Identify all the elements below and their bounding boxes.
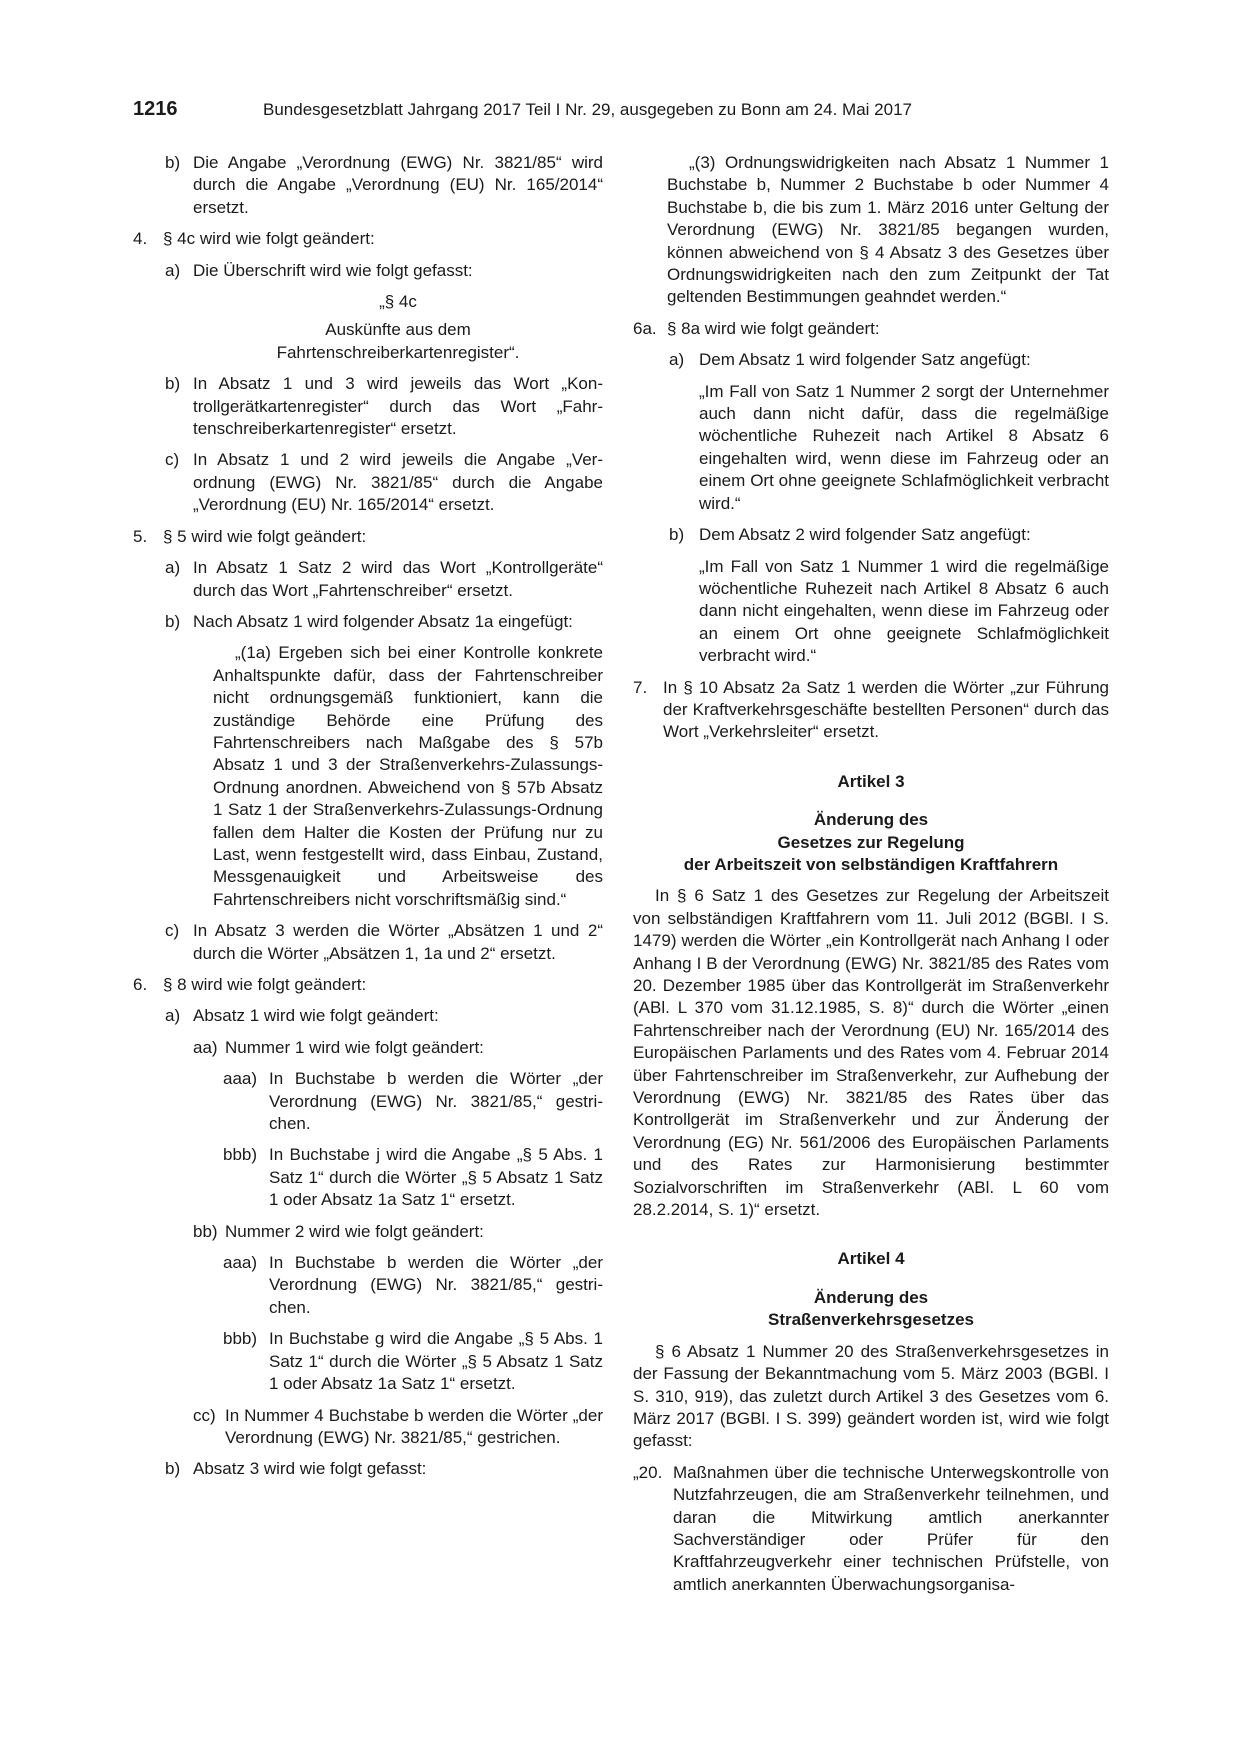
- article-heading: Gesetzes zur Regelung: [777, 832, 965, 852]
- article-body: In § 6 Satz 1 des Gesetzes zur Regelung der Arbeitszeit von selbständigen Kraftfahrern vom 11. Juli 2012 (BGBl. I S. 1479) werden die Wörter „ein Kontrollgerät nach Anhang I oder Anhang I B der Verordnung (EWG) Nr. 3821/85 des Rates vom 20. Dezember 1985 über das Kontrollgerät im Straßenverkehr (ABl. L 370 vom 31.12.1985, S. 8)“ durch die Wörter „einen Fahrtenschreiber nach der Verordnung (EU) Nr. 165/2014 des Europäischen Parlaments und des Rates vom 4. Februar 2014 über Fahrtenschreiber im Straßenverkehr, zur Aufhebung der Verordnung (EWG) Nr. 3821/85 des Rates über das Kontrollgerät im Straßenverkehr und zur Änderung der Verordnung (EG) Nr. 561/2006 des Europäischen Parlaments und des Rates zur Harmonisierung bestimmter Sozialvorschriften im Straßenverkehr (ABl. L 60 vom 28.2.2014, S. 1)“ ersetzt.: [633, 886, 1109, 1220]
- article-heading: der Arbeitszeit von selbständigen Kraftfahrern: [683, 854, 1059, 874]
- list-item: c) In Absatz 3 werden die Wörter „Absätzen 1 und 2“ durch die Wörter „Absätzen 1, 1a und 2“ ersetzt.: [165, 921, 603, 963]
- article-heading: Änderung des: [813, 810, 929, 830]
- article-heading: Straßenverkehrsgesetzes: [767, 1310, 974, 1330]
- running-title: Bundesgesetzblatt Jahrgang 2017 Teil I Nr. 29, ausgegeben zu Bonn am 24. Mai 2017: [263, 100, 912, 119]
- list-item: „20. Maßnahmen über die technische Unterwegskontrolle von Nutzfahrzeugen, die am Straßenverkehr teilnehmen, und daran die Mitwirkung amtlich anerkannter Sachverständiger oder Prüfer für den Kraftfahrzeugverkehr einer technischen Prüfstelle, von amtlich anerkannten Überwachungsorganisa-: [633, 1462, 1109, 1594]
- list-item: b) Die Angabe „Verordnung (EWG) Nr. 3821/85“ wird durch die Angabe „Verordnung (EU) Nr. 165/2014“ ersetzt.: [165, 153, 603, 217]
- quoted-paragraph: „(3) Ordnungswidrigkeiten nach Absatz 1 Nummer 1 Buchstabe b, Nummer 2 Buchstabe b oder Nummer 4 Buchstabe b, die bis zum 1. März 2016 unter Geltung der Verordnung (EWG) Nr. 3821/85 begangen wurden, können abweichend von § 4 Absatz 3 des Gesetzes über Ordnungswidrigkeiten nach den zum Zeitpunkt der Tat geltenden Bestimmungen geahndet werden.“: [667, 153, 1109, 307]
- quoted-heading: Auskünfte aus dem: [325, 320, 471, 340]
- list-item: b) In Absatz 1 und 3 wird jeweils das Wort „Kontrollgerätkartenregister“ durch das Wort „Fahrtenschreiberkartenregister“ ersetzt.: [165, 374, 603, 439]
- list-item: c) In Absatz 1 und 2 wird jeweils die Angabe „Verordnung (EWG) Nr. 3821/85“ durch die Angabe „Verordnung (EU) Nr. 165/2014“ ersetzt.: [165, 450, 603, 515]
- list-item: aaa) In Buchstabe b werden die Wörter „der Verordnung (EWG) Nr. 3821/85,“ gestrichen.: [223, 1253, 603, 1317]
- list-item: 7. In § 10 Absatz 2a Satz 1 werden die Wörter „zur Führung der Kraftverkehrsgeschäfte bestellten Personen“ durch das Wort „Verkehrsleiter“ ersetzt.: [633, 677, 1109, 742]
- quoted-heading: Fahrtenschreiberkartenregister“.: [276, 342, 520, 362]
- article-body: § 6 Absatz 1 Nummer 20 des Straßenverkehrsgesetzes in der Fassung der Bekanntmachung vom 5. März 2003 (BGBl. I S. 310, 919), das zuletzt durch Artikel 3 des Gesetzes vom 6. März 2017 (BGBl. I S. 399) geändert worden ist, wird wie folgt gefasst:: [633, 1341, 1109, 1451]
- list-item: b) Dem Absatz 2 wird folgender Satz angefügt:: [669, 525, 1031, 545]
- left-column: [133, 152, 603, 1490]
- quoted-heading: „§ 4c: [379, 292, 417, 312]
- article-title: Artikel 3: [837, 771, 905, 791]
- page-number: 1216: [133, 98, 178, 120]
- list-item: b) Nach Absatz 1 wird folgender Absatz 1a eingefügt:: [165, 611, 573, 631]
- quoted-paragraph: „Im Fall von Satz 1 Nummer 2 sorgt der Unternehmer auch dann nicht dafür, dass die regelmäßige wöchentliche Ruhezeit nach Artikel 8 Absatz 6 eingehalten wird, wenn diese im Fahrzeug oder an einem Ort ohne geeignete Schlafmöglichkeit verbracht wird.“: [699, 381, 1109, 513]
- page-header: [133, 98, 1109, 128]
- list-item: 6. § 8 wird wie folgt geändert:: [133, 975, 367, 994]
- list-item: 5. § 5 wird wie folgt geändert:: [133, 526, 367, 546]
- article-title: Artikel 4: [837, 1249, 905, 1269]
- list-item: bbb) In Buchstabe g wird die Angabe „§ 5 Abs. 1 Satz 1“ durch die Wörter „§ 5 Absatz 1 Satz 1 oder Absatz 1a Satz 1“ ersetzt.: [223, 1329, 603, 1394]
- quoted-paragraph: „Im Fall von Satz 1 Nummer 1 wird die regelmäßige wöchentliche Ruhezeit nach Artikel 8 Absatz 6 auch dann nicht eingehalten, wenn diese im Fahrzeug oder an einem Ort ohne geeignete Schlafmöglichkeit verbracht wird.“: [699, 556, 1109, 666]
- list-item: aa) Nummer 1 wird wie folgt geändert:: [193, 1037, 484, 1057]
- article-heading: Änderung des: [813, 1287, 929, 1307]
- list-item: a) In Absatz 1 Satz 2 wird das Wort „Kontrollgeräte“ durch das Wort „Fahrtenschreiber“ ersetzt.: [165, 558, 603, 600]
- list-item: bb) Nummer 2 wird wie folgt geändert:: [193, 1221, 484, 1241]
- list-item: 6a. § 8a wird wie folgt geändert:: [633, 318, 880, 338]
- list-item: bbb) In Buchstabe j wird die Angabe „§ 5 Abs. 1 Satz 1“ durch die Wörter „§ 5 Absatz 1 Satz 1 oder Absatz 1a Satz 1“ ersetzt.: [223, 1145, 603, 1210]
- list-item: a) Die Überschrift wird wie folgt gefasst:: [165, 260, 473, 280]
- list-item: cc) In Nummer 4 Buchstabe b werden die Wörter „der Verordnung (EWG) Nr. 3821/85,“ gestrichen.: [193, 1405, 603, 1447]
- list-item: a) Absatz 1 wird wie folgt geändert:: [165, 1006, 439, 1026]
- right-column: [633, 152, 1109, 1605]
- list-item: 4. § 4c wird wie folgt geändert:: [133, 229, 375, 249]
- list-item: a) Dem Absatz 1 wird folgender Satz angefügt:: [669, 350, 1031, 370]
- list-item: aaa) In Buchstabe b werden die Wörter „der Verordnung (EWG) Nr. 3821/85,“ gestrichen.: [223, 1069, 603, 1134]
- quoted-paragraph: „(1a) Ergeben sich bei einer Kontrolle konkrete Anhaltspunkte dafür, dass der Fahrtenschreiber nicht ordnungsgemäß funktioniert, kann die zuständige Behörde eine Prüfung des Fahrtenschreibers nach Maßgabe des § 57b Absatz 1 und 3 der Straßenverkehrs-Zulassungs-Ordnung anordnen. Abweichend von § 57b Absatz 1 Satz 1 der Straßenverkehrs-Zulassungs-Ordnung fallen dem Halter die Kosten der Prüfung nur zu Last, wenn festgestellt wird, dass Einbau, Zustand, Messgenauigkeit und Arbeitsweise des Fahrtenschreibers nicht vorschriftsmäßig sind.“: [213, 643, 603, 909]
- list-item: b) Absatz 3 wird wie folgt gefasst:: [165, 1459, 427, 1479]
